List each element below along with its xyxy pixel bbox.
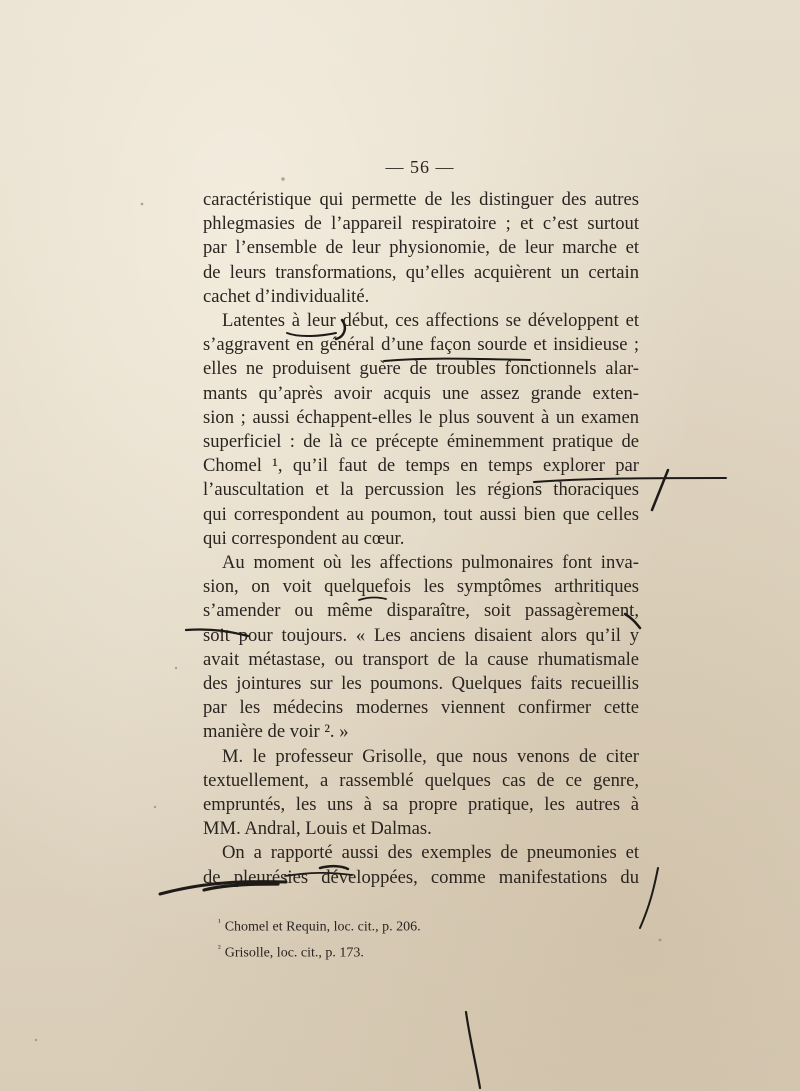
text-line: s’aggravent en général d’une façon sourde et insidieuse ;: [203, 334, 639, 356]
text-line: soit pour toujours. « Les anciens disaient alors qu’il y: [203, 624, 639, 646]
margin-slash-mark: [652, 470, 668, 510]
footnote-mark: ¹: [218, 917, 221, 927]
text-line: par l’ensemble de leur physionomie, de leur marche et: [203, 237, 639, 259]
text-line: l’auscultation et la percussion les régions thoraciques: [203, 479, 639, 501]
paragraph-1: [203, 188, 639, 309]
text-line: mants qu’après avoir acquis une assez grande exten-: [203, 382, 639, 404]
text-line: superficiel : de là ce précepte éminemment pratique de: [203, 431, 639, 453]
text-line: qui correspondent au poumon, tout aussi bien que celles: [203, 503, 639, 525]
text-line: Latentes à leur début, ces affections se développent et: [222, 310, 639, 332]
text-line: de pleurésies développées, comme manifestations du: [203, 866, 639, 888]
body-text: [203, 188, 639, 890]
text-line: par les médecins modernes viennent confirmer cette: [203, 697, 639, 719]
text-line: elles ne produisent guère de troubles fonctionnels alar-: [203, 358, 639, 380]
margin-stroke-mark: [466, 1012, 480, 1088]
text-line: textuellement, a rassemblé quelques cas de ce genre,: [203, 769, 639, 791]
text-line: sion ; aussi échappent-elles le plus souvent à un examen: [203, 406, 639, 428]
text-line: MM. Andral, Louis et Dalmas.: [203, 818, 432, 840]
text-line: phlegmasies de l’appareil respiratoire ; et c’est surtout: [203, 213, 639, 235]
text-line: cachet d’individualité.: [203, 285, 370, 307]
text-line: Au moment où les affections pulmonaires font inva-: [222, 552, 639, 574]
text-line: M. le professeur Grisolle, que nous venons de citer: [222, 745, 639, 767]
footnote-2: [218, 938, 638, 964]
footnote-1: [218, 912, 638, 938]
text-line: On a rapporté aussi des exemples de pneumonies et: [222, 842, 639, 864]
footnote-text: Grisolle, loc. cit., p. 173.: [224, 945, 364, 961]
footnote-mark: ²: [218, 942, 221, 953]
text-line: avait métastase, ou transport de la cause rhumatismale: [203, 648, 639, 670]
paragraph-3: [203, 551, 639, 745]
paragraph-4: [203, 745, 639, 842]
text-line: empruntés, les uns à sa propre pratique, les autres à: [203, 794, 639, 816]
text-line: s’amender ou même disparaître, soit passagèrement,: [203, 600, 639, 622]
margin-bracket-mark: [640, 868, 658, 928]
text-line: Chomel ¹, qu’il faut de temps en temps explorer par: [203, 455, 639, 477]
text-line: qui correspondent au cœur.: [203, 527, 405, 549]
footnote-text: Chomel et Requin, loc. cit., p. 206.: [224, 919, 421, 935]
text-line: de leurs transformations, qu’elles acquièrent un certain: [203, 261, 639, 283]
paragraph-5: [203, 841, 639, 889]
text-line: sion, on voit quelquefois les symptômes arthritiques: [203, 576, 639, 598]
text-line: des jointures sur les poumons. Quelques faits recueillis: [203, 673, 639, 695]
paragraph-2: [203, 309, 639, 551]
text-line: manière de voir ². »: [203, 721, 349, 743]
footnotes: [218, 912, 638, 963]
text-line: caractéristique qui permette de les distinguer des autres: [203, 189, 639, 210]
page-number: — 56 —: [385, 157, 455, 177]
